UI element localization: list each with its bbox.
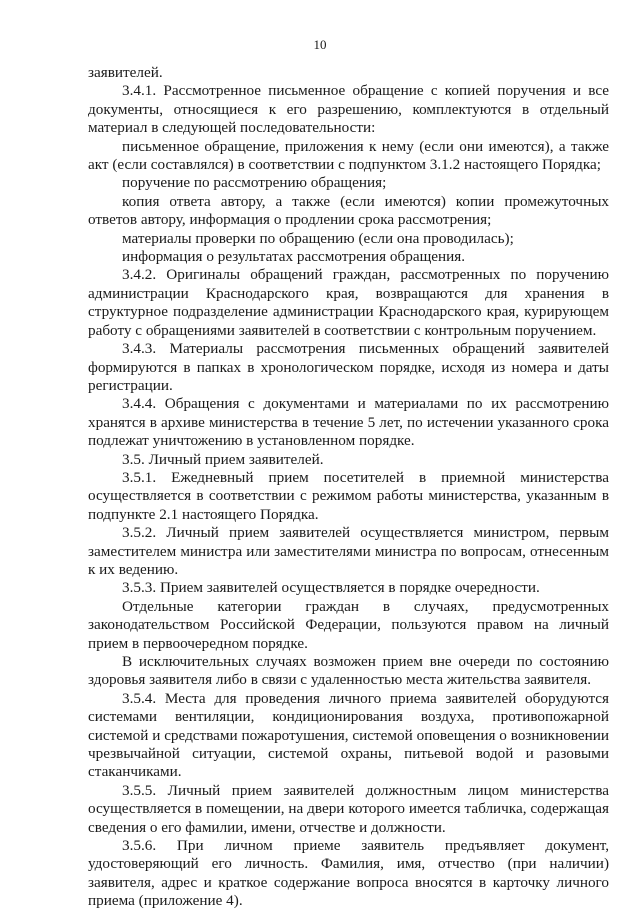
paragraph: 3.5.2. Личный прием заявителей осуществляется министром, первым заместителем министра или заместителями министра по вопросам, отнесенным к их ведению. <box>88 524 609 578</box>
paragraph: 3.5.4. Места для проведения личного приема заявителей оборудуются системами вентиляции, кондиционирования воздуха, противопожарной системой и средствами пожаротушения, системой оповещения о возникновении чрезвычайной ситуации, системой охраны, питьевой водой и разовыми стаканчиками. <box>88 689 609 781</box>
section-heading: 3.5. Личный прием заявителей. <box>122 450 324 468</box>
paragraph: В исключительных случаях возможен прием вне очереди по состоянию здоровья заявителя либо в связи с удаленностью места жительства заявителя. <box>88 653 609 689</box>
paragraph: поручение по рассмотрению обращения; <box>122 174 387 192</box>
paragraph: 3.4.1. Рассмотренное письменное обращение с копией поручения и все документы, относящиеся к его разрешению, комплектуются в отдельный материал в следующей последовательности: <box>88 82 609 137</box>
paragraph: материалы проверки по обращению (если она проводилась); <box>122 229 514 247</box>
paragraph: заявителей. <box>88 64 163 81</box>
paragraph: 3.5.5. Личный прием заявителей должностным лицом министерства осуществляется в помещении, на двери которого имеется табличка, содержащая сведения о его фамилии, имени, отчестве и должности. <box>88 781 609 836</box>
paragraph: 3.5.3. Прием заявителей осуществляется в порядке очередности. <box>122 579 540 597</box>
document-body <box>88 64 609 911</box>
paragraph: 3.4.2. Оригиналы обращений граждан, рассмотренных по поручению администрации Краснодарского края, возвращаются для хранения в структурное подразделение администрации Краснодарского края, курирующем работу с обращениями заявителей в соответствии с контрольным поручением. <box>88 266 609 339</box>
page-number: 10 <box>313 37 327 52</box>
paragraph: 3.4.3. Материалы рассмотрения письменных обращений заявителей формируются в папках в хронологическом порядке, исходя из номера и даты регистрации. <box>88 340 609 394</box>
paragraph: 3.5.6. При личном приеме заявитель предъявляет документ, удостоверяющий его личность. Фамилия, имя, отчество (при наличии) заявителя, адрес и краткое содержание вопроса вносятся в карточку личного приема (приложение 4). <box>88 837 609 910</box>
paragraph: 3.4.4. Обращения с документами и материалами по их рассмотрению хранятся в архиве министерства в течение 5 лет, по истечении указанного срока подлежат уничтожению в установленном порядке. <box>88 395 609 450</box>
paragraph: информация о результатах рассмотрения обращения. <box>122 248 466 266</box>
paragraph: письменное обращение, приложения к нему (если они имеются), а также акт (если составлялся) в соответствии с подпунктом 3.1.2 настоящего Порядка; <box>88 137 609 174</box>
paragraph: Отдельные категории граждан в случаях, предусмотренных законодательством Российской Федерации, пользуются правом на личный прием в первоочередном порядке. <box>88 597 609 652</box>
paragraph: копия ответа автору, а также (если имеются) копии промежуточных ответов автору, информация о продлении срока рассмотрения; <box>88 192 609 229</box>
paragraph: 3.5.1. Ежедневный прием посетителей в приемной министерства осуществляется в соответствии с режимом работы министерства, указанным в подпункте 2.1 настоящего Порядка. <box>88 468 609 523</box>
